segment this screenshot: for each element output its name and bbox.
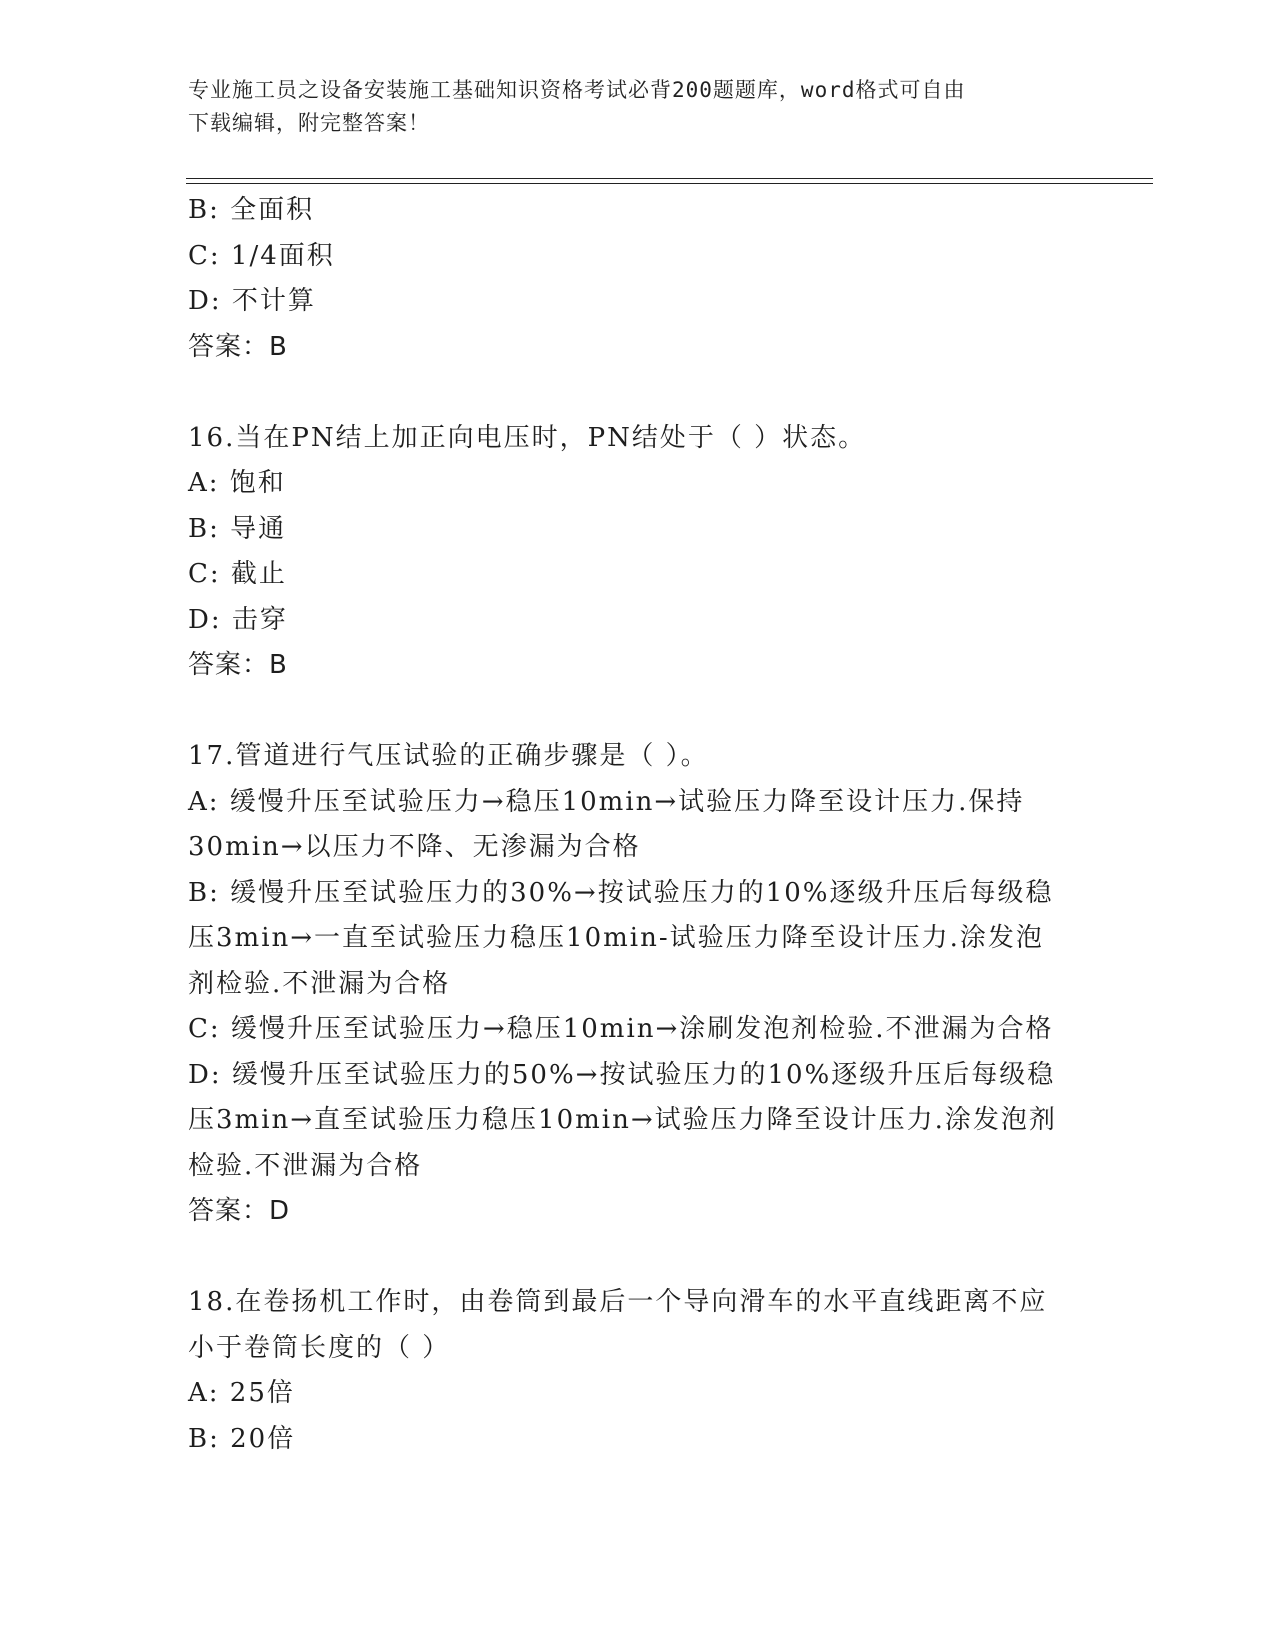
q18-option-a: A: 25倍 xyxy=(188,1378,295,1408)
q16-option-a: A: 饱和 xyxy=(188,468,286,498)
q15-answer: 答案：B xyxy=(188,331,288,362)
question-list xyxy=(188,188,1088,1462)
q17-option-b-line-3: 剂检验.不泄漏为合格 xyxy=(188,968,451,999)
q18-option-b: B: 20倍 xyxy=(188,1423,296,1454)
q17-option-a-line-2: 30min→以压力不降、无渗漏为合格 xyxy=(188,832,641,862)
q17-option-c: C: 缓慢升压至试验压力→稳压10min→涂刷发泡剂检验.不泄漏为合格 xyxy=(188,1014,1054,1044)
q15-option-c: C: 1/4面积 xyxy=(188,240,335,271)
q16-option-b: B: 导通 xyxy=(188,513,287,544)
q16-question: 16.当在PN结上加正向电压时，PN结处于（ ）状态。 xyxy=(188,422,867,453)
q18-question-line-2: 小于卷筒长度的（ ） xyxy=(188,1332,451,1363)
q16-option-c: C: 截止 xyxy=(188,559,287,589)
header-line-1: 专业施工员之设备安装施工基础知识资格考试必背200题题库，word格式可自由 xyxy=(188,78,966,102)
q17-option-b-line-2: 压3min→一直至试验压力稳压10min-试验压力降至设计压力.涂发泡 xyxy=(188,923,1044,953)
q18-question-line-1: 18.在卷扬机工作时，由卷筒到最后一个导向滑车的水平直线距离不应 xyxy=(188,1287,1048,1317)
q17-answer: 答案：D xyxy=(188,1196,291,1226)
q16-option-d: D: 击穿 xyxy=(188,604,288,635)
q17-option-d-line-2: 压3min→直至试验压力稳压10min→试验压力降至设计压力.涂发泡剂 xyxy=(188,1105,1057,1135)
spacer xyxy=(188,689,1088,735)
q15-option-d: D: 不计算 xyxy=(188,286,316,316)
q15-option-b: B: 全面积 xyxy=(188,195,315,225)
q17-option-b-line-1: B: 缓慢升压至试验压力的30%→按试验压力的10%逐级升压后每级稳 xyxy=(188,877,1054,908)
header-rule-top xyxy=(186,178,1153,179)
header-line-2: 下载编辑，附完整答案！ xyxy=(188,111,430,135)
spacer xyxy=(188,1235,1088,1281)
q16-answer: 答案：B xyxy=(188,650,288,680)
q17-option-d-line-1: D: 缓慢升压至试验压力的50%→按试验压力的10%逐级升压后每级稳 xyxy=(188,1059,1056,1090)
header-rule-bottom xyxy=(186,183,1153,184)
document-header xyxy=(188,74,1068,140)
q17-option-a-line-1: A: 缓慢升压至试验压力→稳压10min→试验压力降至设计压力.保持 xyxy=(188,786,1025,817)
q17-option-d-line-3: 检验.不泄漏为合格 xyxy=(188,1150,423,1181)
spacer xyxy=(188,370,1088,416)
q17-question: 17.管道进行气压试验的正确步骤是（ ）。 xyxy=(188,741,709,771)
